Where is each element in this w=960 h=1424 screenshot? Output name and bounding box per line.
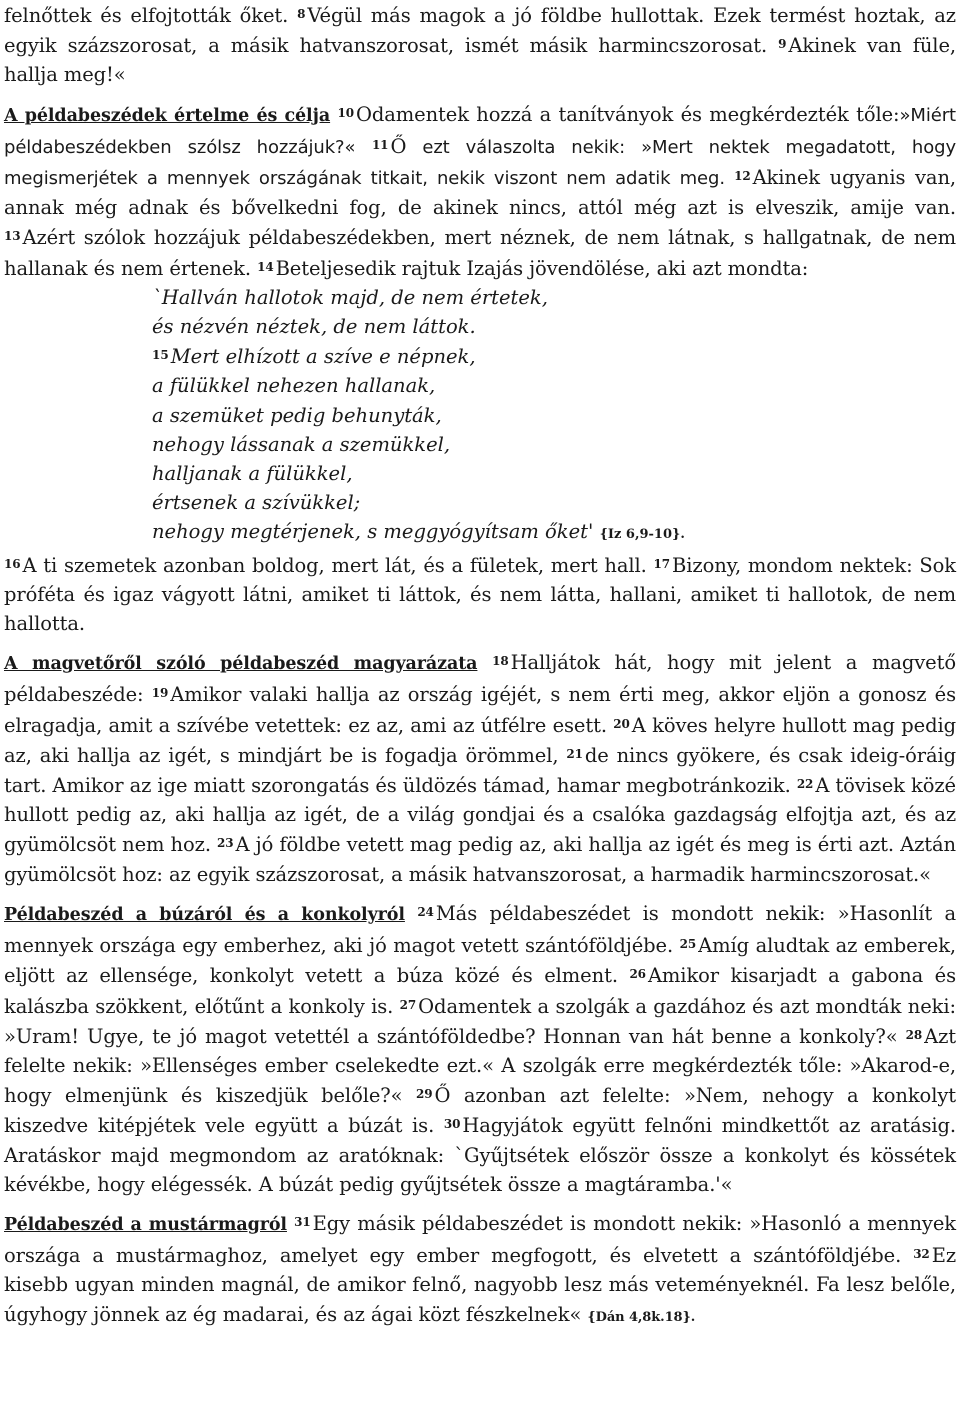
spacer xyxy=(4,1199,956,1208)
text: A jó földbe vetett mag pedig az, aki hallja az igét és meg is érti azt. Aztán gyümölcsöt hoz: az egyik százszorosat, a másik hatvanszorosat, a harmadik harmincszorosat.« xyxy=(4,833,956,886)
section-heading: A magvetőről szóló példabeszéd magyarázata xyxy=(4,654,478,675)
spacer xyxy=(4,90,956,99)
verse-number: 31 xyxy=(294,1214,311,1229)
text: Egy másik példabeszédet is mondott nekik: »Hasonló a mennyek országa a mustármaghoz, amelyet egy ember megfogott, és elvetett a szántóföldjébe. xyxy=(4,1211,957,1268)
verse-number: 22 xyxy=(796,777,814,792)
text: Mert elhízott a szíve e népnek, xyxy=(170,345,476,369)
text: Odamentek a szolgák a gazdához és azt mondták neki: »Uram! Ugye, te jó magot vetettél a szántóföldedbe? Honnan van hát benne a konkoly?« xyxy=(4,994,956,1048)
verse-number: 12 xyxy=(734,169,751,184)
text: nehogy megtérjenek, s meggyógyítsam őket' xyxy=(152,520,594,544)
text: de nincs gyökere, és csak ideig-óráig tart. Amikor az ige miatt szorongatás és üldözés támad, hamar megbotránkozik. xyxy=(4,743,956,798)
paragraph-sower-explained xyxy=(4,647,956,889)
section-heading: A példabeszédek értelme és célja xyxy=(4,105,331,126)
paragraph-wheat-and-tares xyxy=(4,898,956,1199)
text: Hagyjátok együtt felnőni mindkettőt az aratásig. Aratáskor majd megmondom az aratóknak: `Gyűjtsétek először össze a konkolyt és kössétek kévékbe, hogy elégessék. A búzát pedig gyűjtsétek össze a magtáramba.'« xyxy=(4,1114,957,1196)
verse-number: 9 xyxy=(778,37,787,52)
quote-line xyxy=(152,341,956,371)
verse-number: 29 xyxy=(416,1087,433,1102)
verse-number: 21 xyxy=(566,746,583,761)
verse-number: 23 xyxy=(217,836,234,851)
verse-number: 16 xyxy=(4,556,21,571)
paragraph-mustard-seed xyxy=(4,1208,956,1332)
isaiah-quotation xyxy=(152,283,956,550)
scripture-reference: {Dán 4,8k.18}. xyxy=(587,1309,696,1325)
text: felnőttek és elfojtották őket. xyxy=(4,4,298,27)
quote-line: nehogy lássanak a szemükkel, xyxy=(152,432,451,456)
text: Ez kisebb ugyan minden magnál, de amikor felnő, nagyobb lesz más veteményeknél. Fa lesz belőle, úgyhogy jönnek az ég madarai, és az ágai közt fészkelnek« xyxy=(4,1244,956,1326)
text: A köves helyre hullott mag pedig az, aki hallja az igét, s mindjárt be is fogadja örömmel, xyxy=(4,713,956,767)
verse-number: 19 xyxy=(151,686,169,701)
verse-number: 18 xyxy=(492,654,509,669)
verse-number: 13 xyxy=(4,229,21,244)
text: Akinek ugyanis van, annak még adnak és bővelkedni fog, de akinek nincs, attól még azt is elveszik, amije van. xyxy=(4,166,956,220)
section-heading: Példabeszéd a mustármagról xyxy=(4,1214,287,1235)
text: Halljátok hát, hogy mit jelent a magvető példabeszéde: xyxy=(4,651,956,707)
verse-number: 27 xyxy=(399,997,417,1012)
verse-number: 26 xyxy=(629,967,646,982)
text: »Miért példabeszédekben szólsz hozzájuk?« xyxy=(4,104,956,158)
verse-number: 14 xyxy=(257,259,274,274)
text: Bizony, mondom nektek: Sok próféta és igaz vágyott látni, amiket ti láttok, és nem látta, hallani, amiket ti hallotok, de nem hallotta. xyxy=(4,553,957,636)
text: Amikor kisarjadt a gabona és kalászba szökkent, előtűnt a konkoly is. xyxy=(4,964,956,1018)
verse-number: 24 xyxy=(417,904,434,919)
text: Odamentek hozzá a tanítványok és megkérdezték tőle: xyxy=(355,102,900,126)
verse-number: 30 xyxy=(443,1117,461,1132)
verse-number: 32 xyxy=(913,1247,930,1262)
quote-line: és nézvén néztek, de nem láttok. xyxy=(152,315,476,339)
verse-number: 8 xyxy=(297,7,306,21)
text: Más példabeszédet is mondott nekik: »Hasonlít a mennyek országa egy emberhez, aki jó magot vetett szántóföldjébe. xyxy=(4,901,956,958)
quote-line: értsenek a szívükkel; xyxy=(152,491,361,515)
verse-number: 15 xyxy=(152,348,169,363)
verse-number: 28 xyxy=(905,1027,923,1042)
verse-number: 10 xyxy=(337,105,354,120)
quote-line: `Hallván hallotok majd, de nem értetek, xyxy=(152,285,548,309)
text: Azt felelte nekik: »Ellenséges ember cselekedte ezt.« A szolgák erre megkérdezték tőle: »Akarod-e, hogy elmenjünk és kiszedjük belőle?« xyxy=(4,1024,956,1108)
quote-line: a fülükkel nehezen hallanak, xyxy=(152,374,436,398)
text: Ő xyxy=(390,134,407,158)
verse-number: 20 xyxy=(613,716,630,731)
verse-number: 17 xyxy=(653,556,671,571)
spacer xyxy=(4,889,956,898)
text: A tövisek közé hullott pedig az, aki hallja az igét, de a világ gondjai és a csalóka gazdagság elfojtja azt, és az gyümölcsöt nem hoz. xyxy=(4,774,956,857)
text: Amíg aludtak az emberek, eljött az ellensége, konkolyt vetett a búza közé és elment. xyxy=(4,934,957,988)
spacer xyxy=(4,638,956,647)
quote-line xyxy=(152,517,956,549)
text: Amikor valaki hallja az ország igéjét, s nem érti meg, akkor eljön a gonosz és elragadja, amit a szívébe vetettek: ez az, ami az útfélre esett. xyxy=(4,683,956,737)
scripture-reference: {Iz 6,9-10}. xyxy=(599,527,685,543)
verse-number: 25 xyxy=(679,937,697,952)
text: Beteljesedik rajtuk Izajás jövendölése, aki azt mondta: xyxy=(275,256,809,280)
text: Ő azonban azt felelte: »Nem, nehogy a konkolyt kiszedve kitépjétek vele együtt a búzát is. xyxy=(4,1084,956,1138)
paragraph-sower-end xyxy=(4,0,956,90)
verse-number: 11 xyxy=(371,137,389,152)
text: Azért szólok hozzájuk példabeszédekben, mert néznek, de nem látnak, s hallgatnak, de nem hallanak és nem értenek. xyxy=(4,226,956,280)
paragraph-purpose-of-parables xyxy=(4,99,956,283)
quote-line: a szemüket pedig behunyták, xyxy=(152,403,442,427)
text: A ti szemetek azonban boldog, mert lát, és a fületek, mert hall. xyxy=(22,553,654,577)
text: Akinek van füle, hallja meg!« xyxy=(4,34,956,87)
section-heading: Példabeszéd a búzáról és a konkolyról xyxy=(4,904,405,925)
text: ezt válaszolta nekik: »Mert nektek megadatott, hogy megismerjétek a mennyek országának titkait, nekik viszont nem adatik meg. xyxy=(4,136,956,190)
text: Végül más magok a jó földbe hullottak. Ezek termést hoztak, az egyik százszorosat, a másik hatvanszorosat, ismét másik harmincszorosat. xyxy=(4,4,956,58)
quote-line: halljanak a fülükkel, xyxy=(152,462,353,486)
paragraph-blessed-eyes xyxy=(4,550,956,639)
